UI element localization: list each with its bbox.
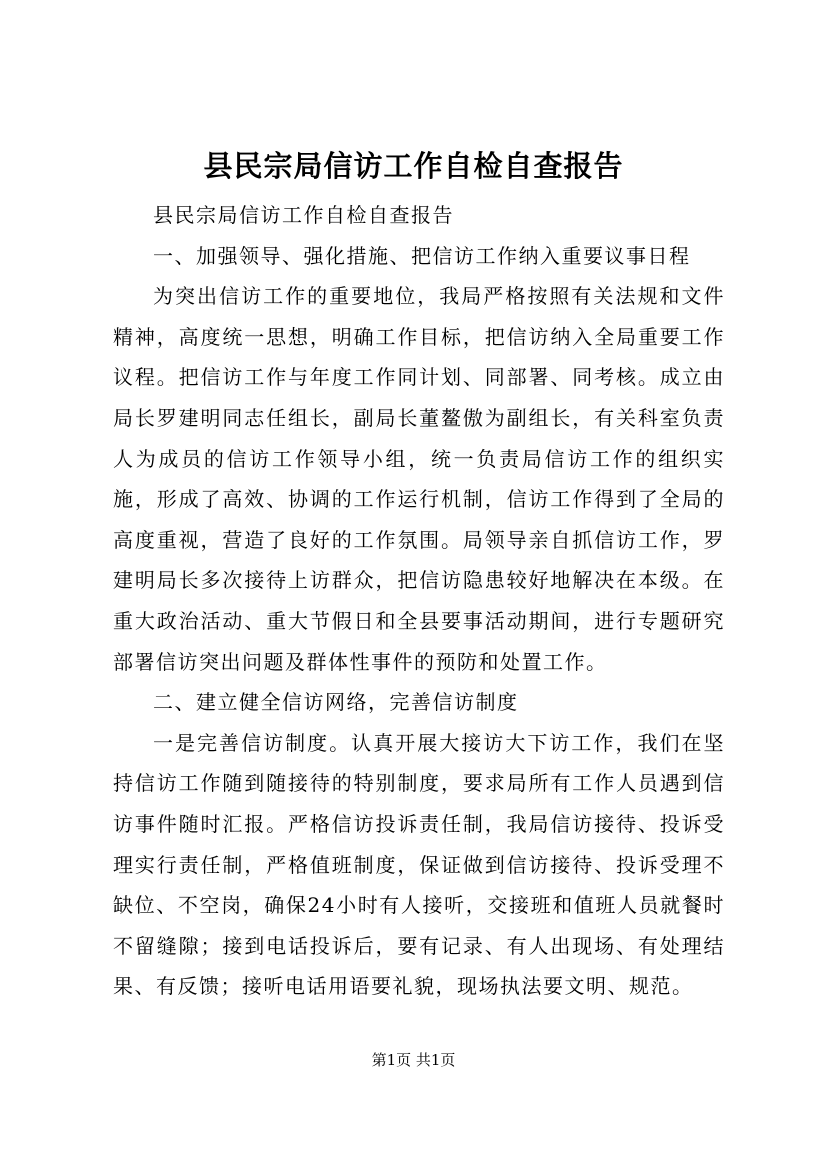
body-paragraph-1: 为突出信访工作的重要地位，我局严格按照有关法规和文件精神，高度统一思想，明确工作目标，把信访纳入全局重要工作议程。把信访工作与年度工作同计划、同部署、同考核。成立由局长罗建明同志任组长，副局长董鳌傲为副组长，有关科室负责人为成员的信访工作领导小组，统一负责局信访工作的组织实施，形成了高效、协调的工作运行机制，信访工作得到了全局的高度重视，营造了良好的工作氛围。局领导亲自抓信访工作，罗建明局长多次接待上访群众，把信访隐患较好地解决在本级。在重大政治活动、重大节假日和全县要事活动期间，进行专题研究部署信访突出问题及群体性事件的预防和处置工作。 [113, 284, 725, 674]
section-heading-2: 二、建立健全信访网络，完善信访制度 [153, 690, 519, 715]
section-heading-1: 一、加强领导、强化措施、把信访工作纳入重要议事日程 [153, 243, 691, 268]
document-body [113, 195, 725, 1007]
subtitle-paragraph: 县民宗局信访工作自检自查报告 [153, 203, 454, 227]
body-paragraph-2: 一是完善信访制度。认真开展大接访大下访工作，我们在坚持信访工作随到随接待的特别制度，要求局所有工作人员遇到信访事件随时汇报。严格信访投诉责任制，我局信访接待、投诉受理实行责任制，严格值班制度，保证做到信访接待、投诉受理不缺位、不空岗，确保24小时有人接听，交接班和值班人员就餐时不留缝隙；接到电话投诉后，要有记录、有人出现场、有处理结果、有反馈；接听电话用语要礼貌，现场执法要文明、规范。 [113, 730, 725, 999]
page-footer: 第1页 共1页 [371, 1051, 456, 1069]
document-title: 县民宗局信访工作自检自查报告 [203, 149, 624, 183]
